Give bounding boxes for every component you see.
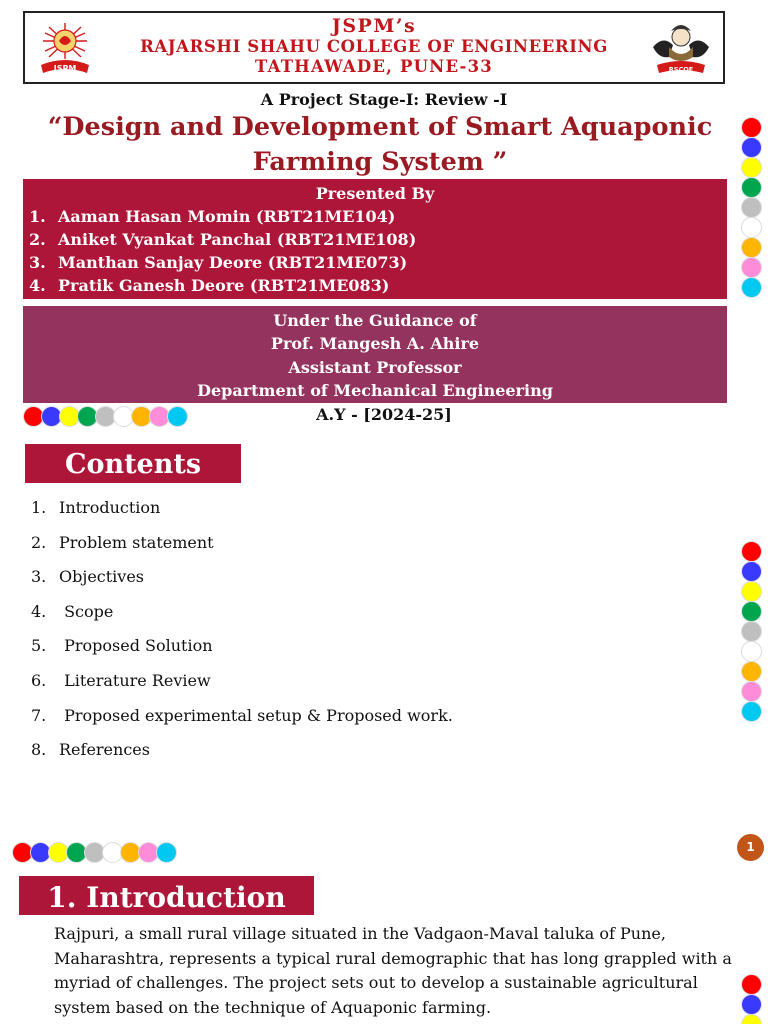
decorative-dot	[741, 117, 762, 138]
decorative-dot	[741, 561, 762, 582]
decorative-dot	[741, 701, 762, 722]
decorative-dot	[741, 641, 762, 662]
decorative-dot	[741, 541, 762, 562]
decorative-dot	[741, 177, 762, 198]
decorative-dots-column	[741, 974, 763, 1024]
contents-list	[31, 496, 453, 773]
contents-item: 5. Proposed Solution	[31, 636, 213, 656]
member-item: 2. Aniket Vyankat Panchal (RBT21ME108)	[29, 230, 417, 249]
decorative-dot	[741, 994, 762, 1015]
contents-item: 7. Proposed experimental setup & Proposed work.	[31, 705, 453, 725]
guide-department: Department of Mechanical Engineering	[197, 381, 553, 401]
decorative-dot	[167, 406, 188, 427]
decorative-dots-row	[23, 406, 185, 427]
guide-designation: Assistant Professor	[288, 357, 462, 377]
decorative-dot	[741, 257, 762, 278]
decorative-dot	[741, 974, 762, 995]
decorative-dot	[741, 237, 762, 258]
decorative-dot	[741, 681, 762, 702]
introduction-paragraph: Rajpuri, a small rural village situated in the Vadgaon-Maval taluka of Pune, Maharashtra, represents a typical rural demographic that has long grappled with a myriad of challenges. The project sets out to develop a sustainable agricultural system based on the technique of Aquaponic farming.	[54, 924, 732, 1017]
contents-item: 2. Problem statement	[31, 532, 214, 552]
decorative-dot	[156, 842, 177, 863]
decorative-dot	[741, 1014, 762, 1024]
college-location: TATHAWADE, PUNE-33	[255, 57, 493, 76]
college-name: RAJARSHI SHAHU COLLEGE OF ENGINEERING	[140, 37, 608, 56]
decorative-dot	[741, 661, 762, 682]
decorative-dot	[741, 217, 762, 238]
svg-text:JSPM: JSPM	[53, 64, 77, 73]
member-item: 4. Pratik Ganesh Deore (RBT21ME083)	[29, 276, 390, 295]
contents-item: 6. Literature Review	[31, 670, 211, 690]
academic-year: A.Y - [2024-25]	[316, 405, 452, 424]
member-item: 3. Manthan Sanjay Deore (RBT21ME073)	[29, 253, 408, 272]
review-line: A Project Stage-I: Review -I	[260, 90, 508, 109]
project-title: “Design and Development of Smart Aquaponic Farming System ”	[47, 112, 713, 177]
contents-heading: Contents	[25, 444, 241, 483]
decorative-dot	[741, 277, 762, 298]
page-number-badge: 1	[737, 834, 764, 861]
introduction-heading: 1. Introduction	[19, 876, 314, 915]
contents-item: 4. Scope	[31, 601, 114, 621]
svg-text:RSCOE: RSCOE	[668, 65, 694, 74]
decorative-dot	[741, 601, 762, 622]
college-header	[23, 11, 725, 84]
decorative-dot	[741, 621, 762, 642]
presented-by-heading: Presented By	[315, 184, 435, 203]
presented-by-box	[23, 179, 727, 299]
decorative-dot	[741, 157, 762, 178]
guidance-heading: Under the Guidance of	[273, 311, 477, 330]
contents-item: 1. Introduction	[31, 498, 161, 517]
jspm-logo	[35, 19, 95, 77]
institute-short-name: JSPM’s	[331, 15, 417, 37]
decorative-dot	[741, 581, 762, 602]
college-title-block	[105, 15, 643, 77]
contents-item: 8. References	[31, 740, 150, 760]
rscoe-logo	[649, 17, 713, 77]
contents-item: 3. Objectives	[31, 567, 145, 587]
guide-name: Prof. Mangesh A. Ahire	[270, 334, 480, 354]
decorative-dot	[741, 197, 762, 218]
decorative-dots-row	[12, 842, 174, 863]
decorative-dot	[741, 137, 762, 158]
guidance-box	[23, 306, 727, 403]
decorative-dots-column	[741, 541, 763, 721]
member-item: 1. Aaman Hasan Momin (RBT21ME104)	[29, 207, 396, 226]
decorative-dots-column	[741, 117, 763, 297]
member-list	[23, 205, 727, 297]
